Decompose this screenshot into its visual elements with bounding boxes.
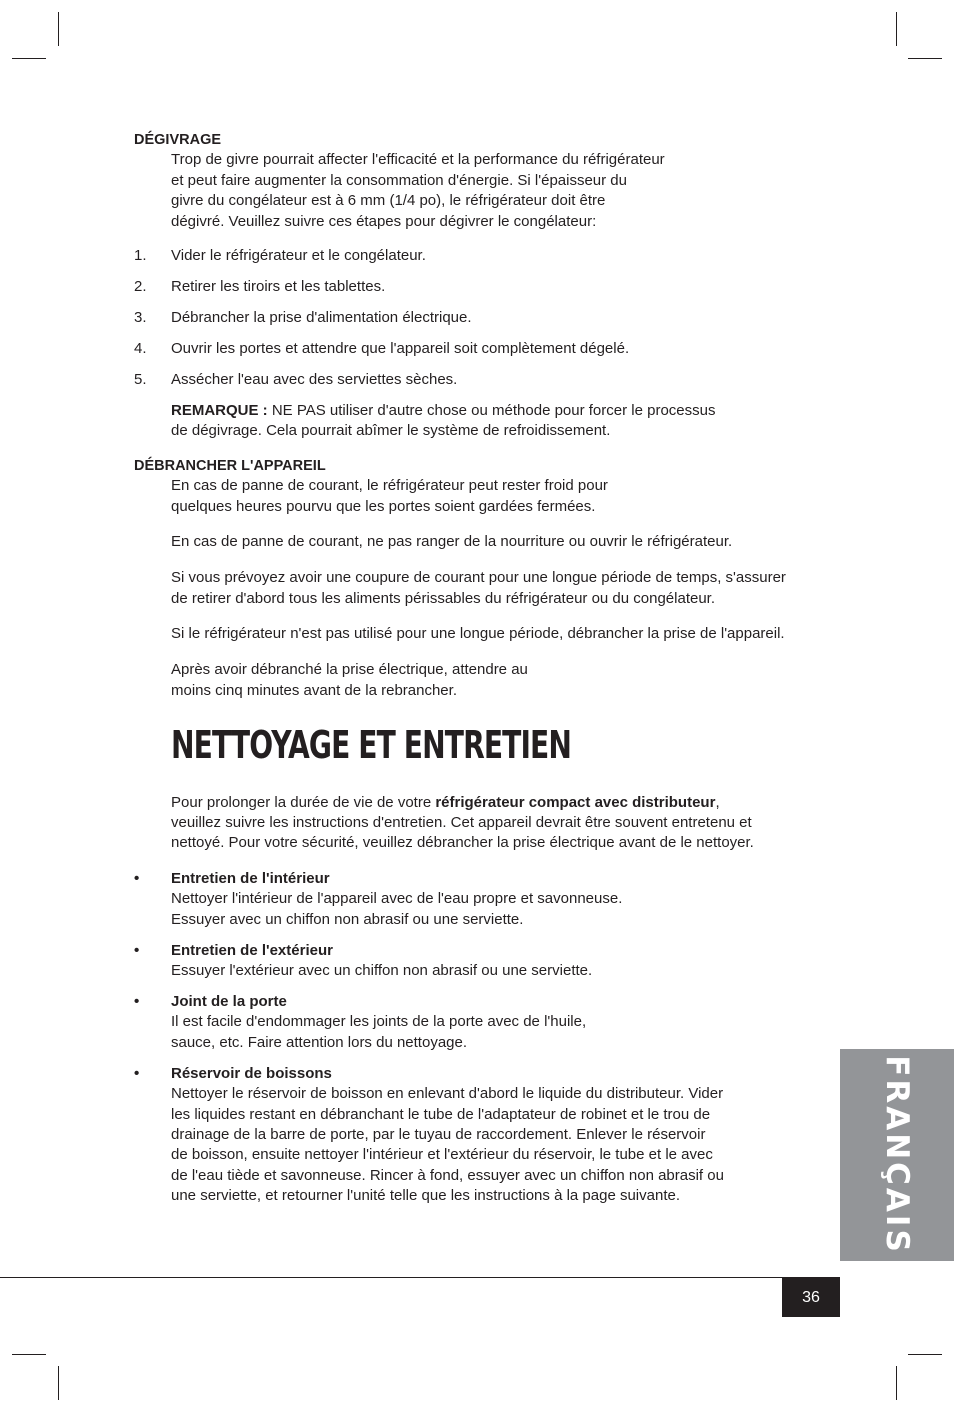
text-line (171, 793, 834, 813)
list-item (134, 941, 834, 982)
page-number: 36 (782, 1278, 840, 1317)
intro-text: Pour prolonger la durée de vie de votre (171, 793, 436, 811)
unplug-body (171, 476, 834, 701)
language-tab (840, 1049, 954, 1261)
section-title: NETTOYAGE ET ENTRETIEN (171, 723, 571, 768)
step-number: 3. (134, 309, 147, 327)
text-line: Nettoyer l'intérieur de l'appareil avec de l'eau propre et savonneuse. (171, 890, 623, 908)
defrost-steps (134, 246, 834, 390)
item-title: Entretien de l'intérieur (171, 869, 330, 887)
defrost-note (171, 401, 834, 442)
list-item (134, 277, 834, 297)
list-item (134, 308, 834, 328)
step-text: Assécher l'eau avec des serviettes sèches. (171, 371, 458, 389)
paragraph (171, 568, 834, 609)
crop-mark (58, 1366, 59, 1400)
step-number: 4. (134, 340, 147, 358)
text-line: de retirer d'abord tous les aliments périssables du réfrigérateur ou du congélateur. (171, 589, 716, 607)
list-item (134, 246, 834, 266)
text-line: de l'eau tiède et savonneuse. Rincer à fond, essuyer avec un chiffon non abrasif ou (171, 1166, 724, 1184)
bullet-icon: • (134, 992, 140, 1010)
item-title: Entretien de l'extérieur (171, 941, 333, 959)
note-text: NE PAS utiliser d'autre chose ou méthode pour forcer le processus (267, 402, 716, 420)
defrost-heading: DÉGIVRAGE (134, 132, 222, 148)
step-number: 1. (134, 247, 147, 265)
list-item (134, 339, 834, 359)
text-line: drainage de la barre de porte, par le tuyau de raccordement. Enlever le réservoir (171, 1125, 706, 1143)
text-line: moins cinq minutes avant de la rebrancher. (171, 681, 457, 699)
page-content (134, 130, 834, 1207)
item-title: Joint de la porte (171, 992, 287, 1010)
text-line: de dégivrage. Cela pourrait abîmer le système de refroidissement. (171, 422, 611, 440)
unplug-heading: DÉBRANCHER L'APPAREIL (134, 457, 326, 474)
text-line: de boisson, ensuite nettoyer l'intérieur et l'extérieur du réservoir, le tube et le avec (171, 1146, 713, 1164)
footer-rule (0, 1277, 840, 1278)
text-line: Si vous prévoyez avoir une coupure de courant pour une longue période de temps, s'assurer (171, 569, 786, 587)
text-line: En cas de panne de courant, le réfrigérateur peut rester froid pour (171, 477, 608, 495)
crop-mark (12, 58, 46, 59)
step-number: 5. (134, 371, 147, 389)
step-text: Débrancher la prise d'alimentation électrique. (171, 309, 472, 327)
text-line: givre du congélateur est à 6 mm (1/4 po), le réfrigérateur doit être (171, 192, 606, 210)
list-item (134, 992, 834, 1053)
step-text: Vider le réfrigérateur et le congélateur. (171, 247, 426, 265)
product-name: réfrigérateur compact avec distributeur (435, 793, 716, 811)
list-item (134, 1064, 834, 1207)
text-line: Après avoir débranché la prise électrique, attendre au (171, 661, 528, 679)
language-label: FRANÇAIS (879, 1055, 915, 1255)
text-line: et peut faire augmenter la consommation d'énergie. Si l'épaisseur du (171, 171, 627, 189)
text-line: Il est facile d'endommager les joints de la porte avec de l'huile, (171, 1013, 587, 1031)
text-line: sauce, etc. Faire attention lors du nettoyage. (171, 1033, 468, 1051)
paragraph (171, 624, 834, 644)
crop-mark (896, 12, 897, 46)
text-line: Essuyer avec un chiffon non abrasif ou une serviette. (171, 910, 524, 928)
cleaning-intro (171, 793, 834, 854)
note-label: REMARQUE : (171, 402, 268, 420)
paragraph (171, 476, 834, 517)
item-title: Réservoir de boissons (171, 1064, 332, 1082)
text-line: une serviette, et retourner l'unité telle que les instructions à la page suivante. (171, 1187, 680, 1205)
text-line: Essuyer l'extérieur avec un chiffon non abrasif ou une serviette. (171, 961, 593, 979)
bullet-icon: • (134, 1064, 140, 1082)
step-text: Ouvrir les portes et attendre que l'appareil soit complètement dégelé. (171, 340, 630, 358)
text-line: dégivré. Veuillez suivre ces étapes pour dégivrer le congélateur: (171, 212, 597, 230)
text-line: les liquides restant en débranchant le tube de l'adaptateur de robinet et le trou de (171, 1105, 711, 1123)
bullet-icon: • (134, 869, 140, 887)
step-text: Retirer les tiroirs et les tablettes. (171, 278, 386, 296)
list-item (134, 869, 834, 930)
list-item (134, 370, 834, 390)
text-line: veuillez suivre les instructions d'entretien. Cet appareil devrait être souvent entretenu et (171, 813, 752, 831)
text-line: Nettoyer le réservoir de boisson en enlevant d'abord le liquide du distributeur. Vider (171, 1085, 724, 1103)
crop-mark (908, 58, 942, 59)
text-line: nettoyé. Pour votre sécurité, veuillez débrancher la prise électrique avant de le nettoyer. (171, 834, 754, 852)
bullet-icon: • (134, 941, 140, 959)
step-number: 2. (134, 278, 147, 296)
text-line: Si le réfrigérateur n'est pas utilisé pour une longue période, débrancher la prise de l'appareil. (171, 625, 785, 643)
text-line: quelques heures pourvu que les portes soient gardées fermées. (171, 497, 596, 515)
defrost-intro (171, 150, 834, 232)
text-line: Trop de givre pourrait affecter l'efficacité et la performance du réfrigérateur (171, 151, 665, 169)
paragraph (171, 532, 834, 552)
crop-mark (12, 1354, 46, 1355)
intro-text: , (715, 793, 720, 811)
paragraph (171, 660, 834, 701)
text-line: En cas de panne de courant, ne pas ranger de la nourriture ou ouvrir le réfrigérateur. (171, 533, 733, 551)
text-line (171, 401, 834, 421)
crop-mark (908, 1354, 942, 1355)
crop-mark (896, 1366, 897, 1400)
cleaning-list (134, 869, 834, 1207)
crop-mark (58, 12, 59, 46)
